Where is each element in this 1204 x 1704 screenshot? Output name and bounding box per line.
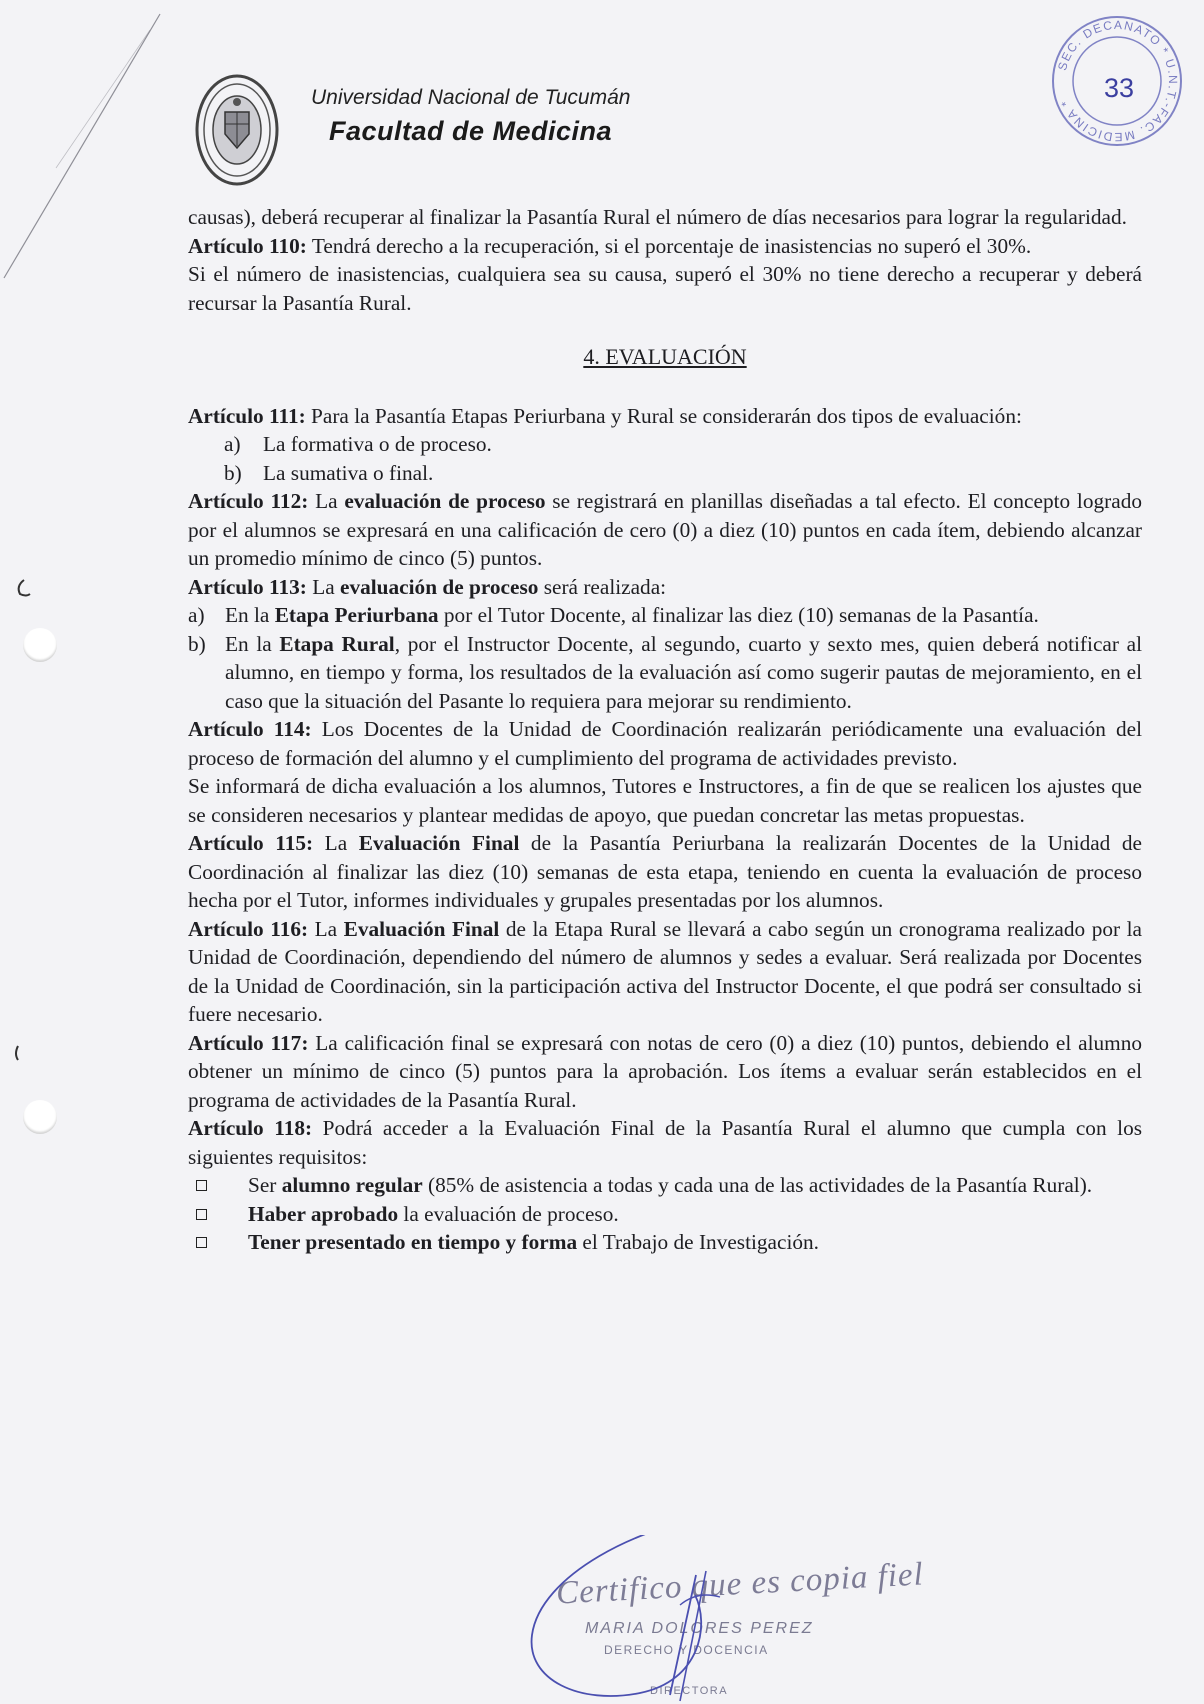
req1-bold: alumno regular	[281, 1173, 423, 1197]
binder-hole-bottom	[23, 1100, 57, 1134]
article-111-label: Artículo 111:	[188, 403, 306, 428]
item-a-post: por el Tutor Docente, al finalizar las diez (10) semanas de la Pasantía.	[438, 603, 1039, 627]
article-113-post: será realizada:	[538, 574, 667, 599]
article-116-pre: La	[308, 916, 344, 941]
article-116-bold: Evaluación Final	[343, 916, 500, 941]
paragraph-absences: Si el número de inasistencias, cualquiera sea su causa, superó el 30% no tiene derecho a recuperar y deberá recursar la Pasantía Rural.	[188, 262, 1142, 315]
article-112-bold: evaluación de proceso	[344, 489, 546, 513]
article-117-label: Artículo 117:	[188, 1030, 309, 1055]
list-item-label: b)	[188, 631, 206, 656]
requirement-item	[188, 1228, 1142, 1257]
article-112-post: se registrará en planillas diseñadas a tal efecto. El concepto logrado por el alumnos se expresará en una calificación de cero (0) a diez (10) puntos en cada ítem, debiendo alcanzar un promedio mínimo de cinco (5) puntos.	[188, 489, 1142, 570]
requirement-item	[188, 1171, 1142, 1200]
list-item	[188, 459, 1142, 488]
req3-bold: Tener presentado en tiempo y forma	[248, 1230, 578, 1254]
binder-hole-top	[23, 628, 57, 662]
article-114-label: Artículo 114:	[188, 717, 312, 741]
requirement-text	[188, 1200, 1142, 1229]
paragraph-continuation: causas), deberá recuperar al finalizar la Pasantía Rural el número de días necesarios para lograr la regularidad.	[188, 205, 1127, 229]
checkbox-bullet-icon	[196, 1209, 207, 1220]
article-114-text: Los Docentes de la Unidad de Coordinación realizarán periódicamente una evaluación del proceso de formación del alumno y el cumplimiento del programa de actividades previsto.	[188, 717, 1143, 770]
document-body	[188, 203, 1142, 1257]
article-113-label: Artículo 113:	[188, 574, 307, 599]
folio-number: 33	[1104, 73, 1135, 103]
article-117	[188, 1029, 1142, 1115]
article-113	[188, 573, 1142, 602]
article-111-text: Para la Pasantía Etapas Periurbana y Rural se considerarán dos tipos de evaluación:	[305, 403, 1022, 428]
paragraph-inform: Se informará de dicha evaluación a los alumnos, Tutores e Instructores, a fin de que se realicen los ajustes que se consideren necesarios y plantear medidas de apoyo, que puedan concretar las metas propuestas.	[188, 774, 1142, 827]
checkbox-bullet-icon	[196, 1237, 207, 1248]
list-item-text: La sumativa o final.	[263, 460, 434, 485]
article-113-bold: evaluación de proceso	[340, 574, 539, 599]
item-a-pre: En la	[225, 603, 275, 627]
list-item-text: La formativa o de proceso.	[263, 432, 492, 456]
req2-post: la evaluación de proceso.	[398, 1201, 619, 1226]
article-113-pre: La	[306, 574, 341, 599]
req3-post: el Trabajo de Investigación.	[577, 1230, 820, 1254]
item-a-bold: Etapa Periurbana	[274, 603, 439, 627]
article-115-pre: La	[313, 831, 359, 855]
req1-pre: Ser	[248, 1173, 282, 1197]
list-item-label: a)	[188, 603, 205, 627]
article-115-post: de la Pasantía Periurbana la realizarán Docentes de la Unidad de Coordinación al finalizar las diez (10) semanas de esta etapa, teniendo en cuenta la evaluación de proceso hecha por el Tutor, informes individuales y grupales presentadas por los alumnos.	[188, 831, 1142, 912]
article-115-label: Artículo 115:	[188, 831, 314, 855]
list-item-text	[188, 601, 1142, 630]
list-item-text	[188, 630, 1142, 716]
signer-role: DIRECTORA	[650, 1685, 729, 1697]
requirement-text	[188, 1171, 1142, 1200]
article-111	[188, 402, 1142, 431]
article-118	[188, 1114, 1142, 1171]
article-116	[188, 915, 1142, 1029]
article-115	[188, 829, 1142, 915]
list-item	[188, 430, 1142, 459]
checkbox-bullet-icon	[196, 1180, 207, 1191]
article-116-label: Artículo 116:	[188, 916, 309, 941]
article-117-text: La calificación final se expresará con notas de cero (0) a diez (10) puntos, debiendo el alumno obtener un mínimo de cinco (5) puntos para la aprobación. Los ítems a evaluar serán establecidos en el programa de actividades de la Pasantía Rural.	[188, 1030, 1143, 1112]
article-111-list	[188, 430, 1142, 487]
university-name: Universidad Nacional de Tucumán	[311, 86, 631, 109]
list-item	[188, 601, 1142, 630]
item-b-pre: En la	[225, 631, 280, 656]
article-110-label: Artículo 110:	[188, 233, 307, 258]
item-b-post: , por el Instructor Docente, al segundo, cuarto y sexto mes, quien deberá notificar al alumno, en tiempo y forma, los resultados de la evaluación así como sugerir pautas de mejoramiento, en el caso que la situación del Pasante lo requiera para mejorar su rendimiento.	[225, 631, 1142, 713]
list-item-label: b)	[224, 460, 242, 485]
article-118-text: Podrá acceder a la Evaluación Final de la Pasantía Rural el alumno que cumpla con los siguientes requisitos:	[188, 1116, 1143, 1169]
article-112-label: Artículo 112:	[188, 489, 309, 513]
article-110-text: Tendrá derecho a la recuperación, si el porcentaje de inasistencias no superó el 30%.	[306, 233, 1032, 258]
signature-icon	[520, 1535, 940, 1704]
faculty-name: Facultad de Medicina	[329, 116, 613, 146]
article-118-label: Artículo 118:	[188, 1116, 313, 1140]
university-seal-icon	[193, 72, 281, 188]
article-116-post: de la Etapa Rural se llevará a cabo según un cronograma realizado por la Unidad de Coordinación, dependiendo del número de alumnos y sedes a evaluar. Será realizada por Docentes de la Unidad de Coordinación, sin la participación activa del Instructor Docente, el que podrá ser consultado si fuere necesario.	[188, 916, 1142, 1026]
requirement-text	[188, 1228, 1142, 1257]
signer-department: DERECHO Y DOCENCIA	[604, 1643, 769, 1657]
item-b-bold: Etapa Rural	[279, 631, 395, 656]
requirements-list	[188, 1171, 1142, 1257]
list-item	[188, 630, 1142, 716]
req1-post: (85% de asistencia a todas y cada una de las actividades de la Pasantía Rural).	[422, 1173, 1093, 1197]
stamp-ring-text: SEC. DECANATO * U.N.T.-FAC. MEDICINA *	[1055, 17, 1181, 145]
article-112-pre: La	[308, 489, 345, 513]
article-115-bold: Evaluación Final	[358, 831, 520, 855]
section-title: 4. EVALUACIÓN	[583, 344, 747, 369]
article-112	[188, 487, 1142, 573]
signer-name: MARIA DOLORES PEREZ	[585, 1620, 814, 1637]
req2-bold: Haber aprobado	[248, 1201, 399, 1226]
requirement-item	[188, 1200, 1142, 1229]
list-item-label: a)	[224, 432, 241, 456]
article-113-list	[188, 601, 1142, 715]
certification-handwritten: Certifico que es copia fiel	[555, 1556, 925, 1612]
article-114	[188, 715, 1142, 772]
article-110	[188, 232, 1142, 261]
